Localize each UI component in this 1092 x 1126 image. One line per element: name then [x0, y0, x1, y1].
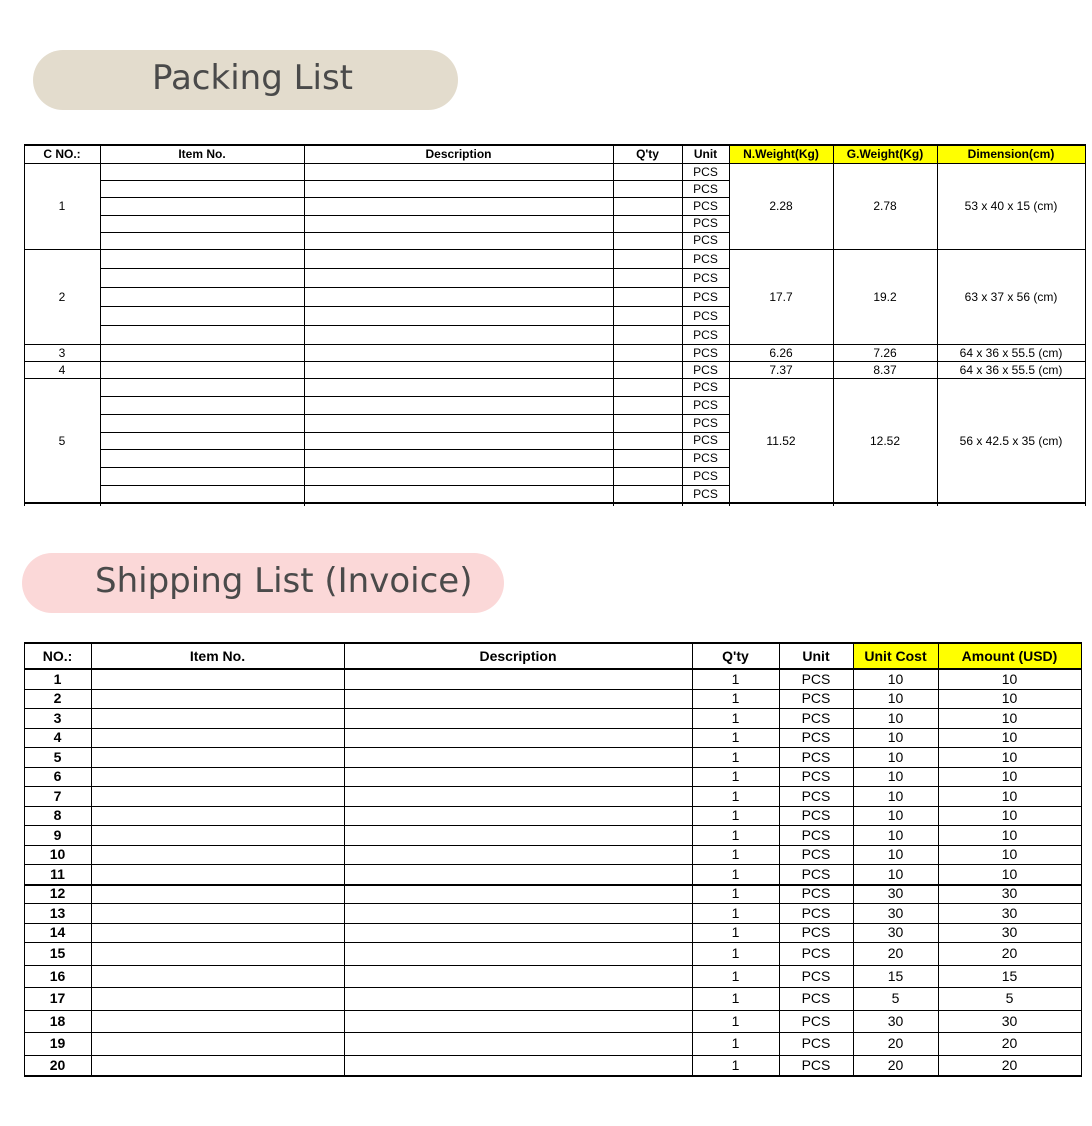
- packing-net-weight: 11.52: [766, 433, 796, 448]
- shipping-column-divider: [779, 642, 780, 1076]
- packing-line-divider: [100, 414, 729, 415]
- shipping-cell-unit-cost: 30: [887, 885, 904, 902]
- shipping-cell-qty: 1: [731, 1012, 740, 1029]
- shipping-column-divider: [1081, 642, 1082, 1076]
- packing-line-divider: [100, 197, 729, 198]
- shipping-cell-no: 4: [53, 729, 62, 746]
- shipping-cell-amount: 20: [1001, 1035, 1018, 1052]
- shipping-cell-unit: PCS: [801, 1057, 831, 1074]
- shipping-cell-qty: 1: [731, 924, 740, 941]
- packing-line-divider: [100, 306, 729, 307]
- shipping-cell-unit: PCS: [801, 826, 831, 843]
- shipping-cell-no: 8: [53, 807, 62, 824]
- packing-line-divider: [100, 432, 729, 433]
- shipping-cell-unit: PCS: [801, 690, 831, 707]
- shipping-cell-amount: 20: [1001, 1057, 1018, 1074]
- packing-gross-weight: 2.78: [873, 199, 897, 213]
- shipping-cell-qty: 1: [731, 865, 740, 882]
- shipping-cell-qty: 1: [731, 748, 740, 765]
- shipping-cell-unit: PCS: [801, 885, 831, 902]
- packing-carton-no: 4: [58, 362, 66, 377]
- packing-carton-no: 2: [58, 289, 66, 304]
- shipping-header-4: Unit: [802, 648, 830, 664]
- packing-unit-cell: PCS: [693, 181, 718, 196]
- packing-unit-cell: PCS: [693, 487, 718, 502]
- shipping-list-title: Shipping List (Invoice): [95, 561, 473, 601]
- packing-header-5: N.Weight(Kg): [729, 144, 833, 163]
- shipping-cell-amount: 10: [1001, 729, 1018, 746]
- shipping-cell-amount: 20: [1001, 945, 1018, 962]
- packing-carton-no: 5: [58, 433, 66, 448]
- packing-line-divider: [100, 467, 729, 468]
- packing-column-divider: [682, 144, 683, 506]
- shipping-cell-unit-cost: 20: [887, 1035, 904, 1052]
- packing-header-6: G.Weight(Kg): [833, 144, 937, 163]
- packing-unit-cell: PCS: [693, 362, 718, 377]
- shipping-column-divider: [344, 642, 345, 1076]
- shipping-cell-unit: PCS: [801, 1035, 831, 1052]
- shipping-cell-unit: PCS: [801, 865, 831, 882]
- shipping-cell-amount: 10: [1001, 865, 1018, 882]
- shipping-cell-unit-cost: 20: [887, 1057, 904, 1074]
- shipping-column-divider: [938, 642, 939, 1076]
- shipping-cell-amount: 30: [1001, 924, 1018, 941]
- shipping-cell-unit: PCS: [801, 807, 831, 824]
- shipping-cell-unit: PCS: [801, 729, 831, 746]
- shipping-cell-no: 18: [49, 1012, 66, 1029]
- shipping-cell-amount: 10: [1001, 846, 1018, 863]
- shipping-cell-qty: 1: [731, 729, 740, 746]
- shipping-cell-amount: 5: [1005, 990, 1014, 1007]
- packing-column-divider: [729, 144, 730, 506]
- shipping-cell-unit-cost: 10: [887, 670, 904, 687]
- packing-gross-weight: 8.37: [873, 362, 897, 377]
- packing-carton-no: 1: [58, 199, 66, 213]
- packing-unit-cell: PCS: [693, 216, 718, 231]
- packing-net-weight: 7.37: [769, 362, 793, 377]
- shipping-cell-no: 2: [53, 690, 62, 707]
- shipping-cell-unit-cost: 20: [887, 945, 904, 962]
- shipping-cell-unit: PCS: [801, 990, 831, 1007]
- packing-header-1: Item No.: [178, 146, 226, 161]
- shipping-cell-qty: 1: [731, 1035, 740, 1052]
- shipping-cell-unit: PCS: [801, 670, 831, 687]
- shipping-cell-unit: PCS: [801, 748, 831, 765]
- packing-column-divider: [1085, 144, 1086, 506]
- shipping-cell-unit-cost: 10: [887, 709, 904, 726]
- shipping-header-0: NO.:: [42, 648, 73, 664]
- packing-line-divider: [100, 485, 729, 486]
- packing-header-2: Description: [425, 146, 492, 161]
- packing-line-divider: [100, 449, 729, 450]
- shipping-cell-unit: PCS: [801, 1012, 831, 1029]
- shipping-cell-qty: 1: [731, 787, 740, 804]
- shipping-cell-unit: PCS: [801, 945, 831, 962]
- packing-gross-weight: 12.52: [869, 433, 901, 448]
- shipping-cell-qty: 1: [731, 1057, 740, 1074]
- packing-column-divider: [937, 144, 938, 506]
- packing-column-divider: [833, 144, 834, 506]
- shipping-cell-qty: 1: [731, 826, 740, 843]
- shipping-cell-unit: PCS: [801, 768, 831, 785]
- shipping-cell-unit-cost: 10: [887, 748, 904, 765]
- packing-column-divider: [613, 144, 614, 506]
- shipping-cell-no: 16: [49, 967, 66, 984]
- shipping-cell-unit-cost: 15: [887, 967, 904, 984]
- shipping-cell-amount: 10: [1001, 787, 1018, 804]
- packing-line-divider: [100, 325, 729, 326]
- shipping-cell-unit-cost: 10: [887, 826, 904, 843]
- shipping-list-title-pill: [22, 553, 504, 613]
- shipping-cell-qty: 1: [731, 768, 740, 785]
- packing-dimension: 53 x 40 x 15 (cm): [964, 199, 1058, 213]
- shipping-cell-amount: 10: [1001, 826, 1018, 843]
- packing-top-border: [24, 144, 1086, 146]
- shipping-column-divider: [91, 642, 92, 1076]
- shipping-cell-no: 11: [50, 865, 65, 882]
- packing-list-title-pill: [33, 50, 458, 110]
- shipping-cell-qty: 1: [731, 990, 740, 1007]
- shipping-cell-amount: 30: [1001, 885, 1018, 902]
- shipping-cell-no: 19: [49, 1035, 66, 1052]
- packing-carton-no: 3: [58, 345, 66, 360]
- packing-line-divider: [100, 287, 729, 288]
- shipping-cell-qty: 1: [731, 807, 740, 824]
- shipping-cell-no: 20: [49, 1057, 66, 1074]
- shipping-cell-unit-cost: 30: [887, 904, 904, 921]
- shipping-column-divider: [24, 642, 25, 1076]
- shipping-cell-amount: 10: [1001, 670, 1018, 687]
- shipping-cell-amount: 10: [1001, 768, 1018, 785]
- shipping-cell-unit-cost: 10: [887, 807, 904, 824]
- shipping-cell-no: 12: [49, 885, 66, 902]
- packing-net-weight: 17.7: [769, 289, 793, 304]
- shipping-cell-no: 9: [53, 826, 62, 843]
- shipping-cell-no: 3: [53, 709, 62, 726]
- shipping-cell-no: 6: [53, 768, 62, 785]
- shipping-cell-qty: 1: [731, 945, 740, 962]
- shipping-cell-no: 15: [49, 945, 66, 962]
- shipping-cell-no: 7: [53, 787, 62, 804]
- shipping-column-divider: [692, 642, 693, 1076]
- shipping-cell-unit-cost: 30: [887, 924, 904, 941]
- packing-unit-cell: PCS: [693, 397, 718, 412]
- shipping-cell-amount: 10: [1001, 807, 1018, 824]
- shipping-cell-amount: 30: [1001, 1012, 1018, 1029]
- packing-line-divider: [100, 268, 729, 269]
- shipping-cell-qty: 1: [731, 690, 740, 707]
- packing-dimension: 64 x 36 x 55.5 (cm): [959, 362, 1063, 377]
- packing-unit-cell: PCS: [693, 289, 718, 304]
- shipping-cell-no: 1: [53, 670, 62, 687]
- shipping-top-border: [24, 642, 1082, 644]
- shipping-header-3: Q'ty: [722, 648, 749, 664]
- packing-carton-border: [24, 502, 1086, 504]
- packing-line-divider: [100, 215, 729, 216]
- packing-header-4: Unit: [693, 146, 718, 161]
- packing-header-3: Q'ty: [636, 146, 659, 161]
- shipping-cell-no: 10: [49, 846, 66, 863]
- shipping-cell-no: 14: [49, 924, 66, 941]
- packing-dimension: 56 x 42.5 x 35 (cm): [959, 433, 1063, 448]
- packing-header-7: Dimension(cm): [937, 144, 1085, 163]
- shipping-cell-unit-cost: 10: [887, 768, 904, 785]
- shipping-cell-unit-cost: 10: [887, 865, 904, 882]
- shipping-cell-unit: PCS: [801, 967, 831, 984]
- packing-unit-cell: PCS: [693, 270, 718, 285]
- packing-unit-cell: PCS: [693, 345, 718, 360]
- packing-list-title: Packing List: [152, 58, 354, 98]
- packing-net-weight: 2.28: [769, 199, 793, 213]
- packing-unit-cell: PCS: [693, 198, 718, 213]
- shipping-column-divider: [853, 642, 854, 1076]
- packing-column-divider: [100, 144, 101, 506]
- packing-list-table: [24, 144, 1086, 506]
- shipping-cell-no: 5: [53, 748, 62, 765]
- packing-unit-cell: PCS: [693, 164, 718, 179]
- shipping-cell-amount: 30: [1001, 904, 1018, 921]
- packing-unit-cell: PCS: [693, 251, 718, 266]
- packing-dimension: 64 x 36 x 55.5 (cm): [959, 345, 1063, 360]
- shipping-cell-no: 17: [49, 990, 66, 1007]
- shipping-cell-unit-cost: 10: [887, 729, 904, 746]
- packing-dimension: 63 x 37 x 56 (cm): [964, 289, 1058, 304]
- shipping-cell-no: 13: [49, 904, 66, 921]
- shipping-cell-qty: 1: [731, 670, 740, 687]
- packing-unit-cell: PCS: [693, 433, 718, 448]
- packing-column-divider: [24, 144, 25, 506]
- packing-unit-cell: PCS: [693, 327, 718, 342]
- shipping-cell-amount: 15: [1001, 967, 1018, 984]
- packing-header-0: C NO.:: [43, 146, 81, 161]
- packing-line-divider: [100, 232, 729, 233]
- shipping-cell-unit-cost: 10: [887, 690, 904, 707]
- shipping-cell-unit-cost: 10: [887, 846, 904, 863]
- packing-net-weight: 6.26: [769, 345, 793, 360]
- shipping-cell-qty: 1: [731, 885, 740, 902]
- packing-line-divider: [100, 396, 729, 397]
- shipping-cell-unit: PCS: [801, 787, 831, 804]
- shipping-cell-unit: PCS: [801, 924, 831, 941]
- shipping-cell-unit-cost: 30: [887, 1012, 904, 1029]
- shipping-cell-unit: PCS: [801, 709, 831, 726]
- packing-unit-cell: PCS: [693, 451, 718, 466]
- shipping-cell-unit-cost: 10: [887, 787, 904, 804]
- shipping-cell-qty: 1: [731, 904, 740, 921]
- packing-unit-cell: PCS: [693, 415, 718, 430]
- shipping-header-2: Description: [479, 648, 557, 664]
- shipping-cell-unit-cost: 5: [891, 990, 900, 1007]
- packing-column-divider: [304, 144, 305, 506]
- shipping-cell-unit: PCS: [801, 904, 831, 921]
- shipping-list-table: [24, 642, 1082, 1076]
- packing-unit-cell: PCS: [693, 308, 718, 323]
- packing-line-divider: [100, 180, 729, 181]
- shipping-cell-unit: PCS: [801, 846, 831, 863]
- shipping-cell-qty: 1: [731, 709, 740, 726]
- packing-unit-cell: PCS: [693, 469, 718, 484]
- shipping-row-border: [24, 1075, 1082, 1077]
- shipping-header-5: Unit Cost: [853, 644, 938, 668]
- shipping-cell-qty: 1: [731, 846, 740, 863]
- packing-unit-cell: PCS: [693, 379, 718, 394]
- shipping-cell-amount: 10: [1001, 748, 1018, 765]
- shipping-header-6: Amount (USD): [938, 644, 1081, 668]
- packing-gross-weight: 7.26: [873, 345, 897, 360]
- packing-gross-weight: 19.2: [873, 289, 897, 304]
- shipping-cell-amount: 10: [1001, 690, 1018, 707]
- shipping-cell-qty: 1: [731, 967, 740, 984]
- shipping-cell-amount: 10: [1001, 709, 1018, 726]
- packing-unit-cell: PCS: [693, 233, 718, 248]
- shipping-header-1: Item No.: [189, 648, 246, 664]
